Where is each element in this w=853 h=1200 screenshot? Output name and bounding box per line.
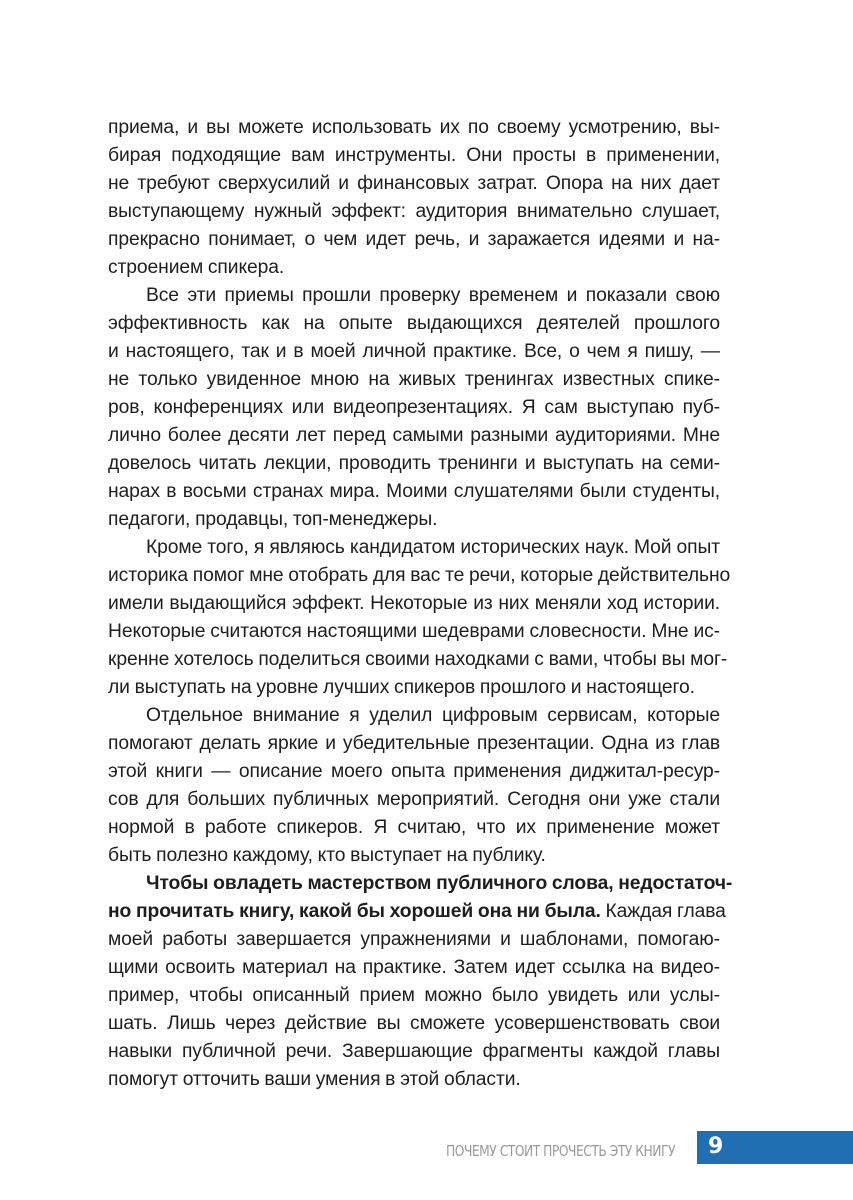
text-line: Все эти приемы прошли проверку временем и показали свою: [146, 285, 720, 306]
text-line: имели выдающийся эффект. Некоторые из них меняли ход истории.: [108, 593, 720, 614]
paragraph-5: [108, 870, 733, 1094]
text-line: бирая подходящие вам инструменты. Они просты в применении,: [108, 145, 720, 166]
paragraph-3: [108, 534, 731, 702]
text-line: нарах в восьми странах мира. Моими слушателями были студенты,: [108, 481, 720, 502]
running-title: ПОЧЕМУ СТОИТ ПРОЧЕСТЬ ЭТУ КНИГУ: [446, 1142, 675, 1160]
paragraph-4: [108, 702, 720, 870]
text-line: шать. Лишь через действие вы сможете усовершенствовать свои: [108, 1013, 720, 1034]
text-line: ли выступать на уровне лучших спикеров прошлого и настоящего.: [108, 677, 695, 698]
text-line: довелось читать лекции, проводить тренинги и выступать на семи-: [108, 453, 720, 474]
text-line: строением спикера.: [108, 257, 285, 278]
text-line: историка помог мне отобрать для вас те речи, которые действительно: [108, 565, 731, 586]
text-line: Отдельное внимание я уделил цифровым сервисам, которые: [146, 705, 720, 726]
text-line: и настоящего, так и в моей личной практике. Все, о чем я пишу, —: [108, 341, 720, 362]
text-line: кренне хотелось поделиться своими находками с вами, чтобы вы мог-: [108, 649, 728, 670]
body-text: [108, 114, 733, 1094]
paragraph-1: [108, 114, 720, 282]
paragraph-2: [108, 282, 720, 534]
text-line: этой книги — описание моего опыта применения диджитал-ресур-: [108, 761, 720, 782]
text-fragment: Каждая глава: [605, 901, 726, 922]
text-line: щими освоить материал на практике. Затем идет ссылка на видео-: [108, 957, 720, 978]
text-line: пример, чтобы описанный прием можно было увидеть или услы-: [108, 985, 720, 1006]
text-line: Кроме того, я являюсь кандидатом исторических наук. Мой опыт: [146, 537, 720, 558]
page-number: 9: [708, 1134, 724, 1159]
text-line: навыки публичной речи. Завершающие фрагменты каждой главы: [108, 1041, 720, 1062]
text-line: моей работы завершается упражнениями и шаблонами, помогаю-: [108, 929, 720, 950]
text-line: нормой в работе спикеров. Я считаю, что их применение может: [108, 817, 720, 838]
text-line: сов для больших публичных мероприятий. Сегодня они уже стали: [108, 789, 720, 810]
text-line: [108, 898, 726, 926]
text-line: помогут отточить ваши умения в этой области.: [108, 1069, 521, 1090]
text-line: помогают делать яркие и убедительные презентации. Одна из глав: [108, 733, 720, 754]
text-line: приема, и вы можете использовать их по своему усмотрению, вы-: [108, 117, 720, 138]
text-line: не требуют сверхусилий и финансовых затрат. Опора на них дает: [108, 173, 720, 194]
text-line: лично более десяти лет перед самыми разными аудиториями. Мне: [108, 425, 720, 446]
text-line-bold: Чтобы овладеть мастерством публичного слова, недостаточ-: [146, 873, 733, 894]
text-line: не только увиденное мною на живых тренингах известных спике-: [108, 369, 720, 390]
text-line: ров, конференциях или видеопрезентациях. Я сам выступаю пуб-: [108, 397, 720, 418]
text-line: педагоги, продавцы, топ-менеджеры.: [108, 509, 438, 530]
bold-sentence-end: но прочитать книгу, какой бы хорошей она ни была.: [108, 901, 601, 922]
text-line: быть полезно каждому, кто выступает на публику.: [108, 845, 546, 866]
text-line: эффективность как на опыте выдающихся деятелей прошлого: [108, 313, 720, 334]
text-line: прекрасно понимает, о чем идет речь, и заражается идеями и на-: [108, 229, 720, 250]
text-line: Некоторые считаются настоящими шедеврами словесности. Мне ис-: [108, 621, 720, 642]
text-line: выступающему нужный эффект: аудитория внимательно слушает,: [108, 201, 720, 222]
